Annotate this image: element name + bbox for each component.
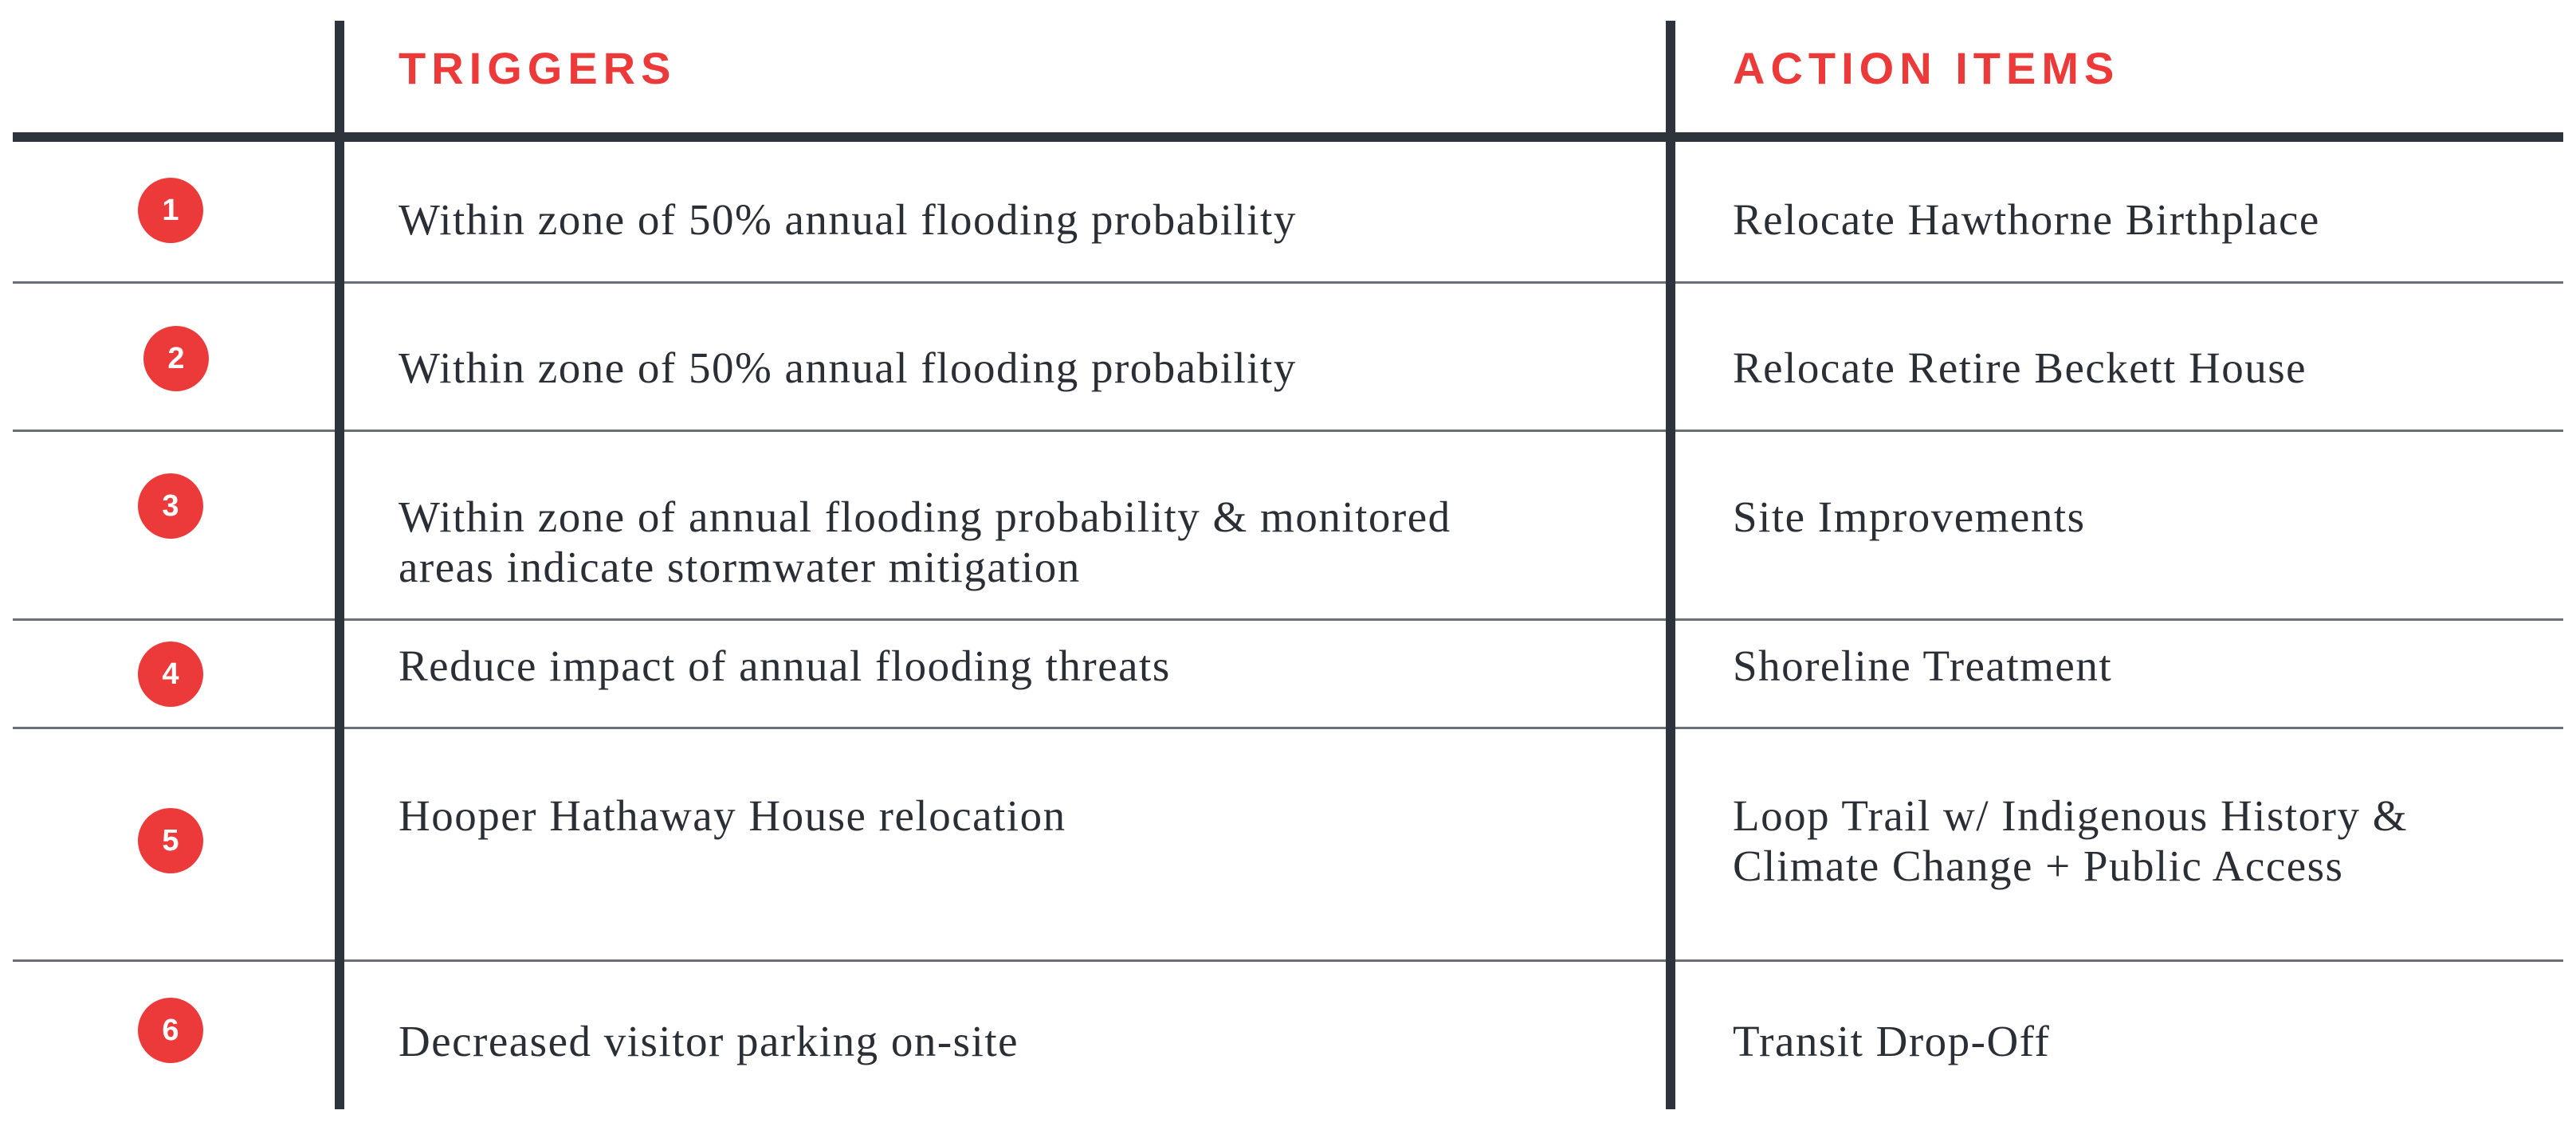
trigger-line: Within zone of 50% annual flooding probability [399, 343, 1297, 392]
action-cell [1733, 791, 2408, 891]
trigger-line: Within zone of annual flooding probability & monitored [399, 492, 1451, 541]
trigger-line: Decreased visitor parking on-site [399, 1017, 1019, 1065]
row-number-badge: 2 [143, 326, 209, 391]
trigger-cell [399, 791, 1066, 841]
row-number-badge: 1 [138, 178, 203, 243]
trigger-line: Within zone of 50% annual flooding probability [399, 195, 1297, 244]
row-divider [13, 281, 2563, 284]
action-line: Climate Change + Public Access [1733, 842, 2344, 890]
triggers-column-header: TRIGGERS [399, 43, 677, 93]
action-line: Shoreline Treatment [1733, 641, 2113, 690]
trigger-line: Reduce impact of annual flooding threats [399, 641, 1171, 690]
action-cell [1733, 194, 2320, 245]
action-items-column-header: ACTION ITEMS [1733, 43, 2120, 93]
action-line: Transit Drop-Off [1733, 1017, 2051, 1065]
row-number-badge: 4 [138, 641, 203, 707]
trigger-cell [399, 492, 1451, 592]
row-number-badge: 6 [138, 998, 203, 1063]
action-line: Site Improvements [1733, 492, 2086, 541]
trigger-line: areas indicate stormwater mitigation [399, 543, 1081, 591]
row-divider [13, 727, 2563, 729]
action-line: Relocate Hawthorne Birthplace [1733, 195, 2320, 244]
header-divider [13, 132, 2563, 142]
row-divider [13, 959, 2563, 962]
row-divider [13, 618, 2563, 621]
row-number-badge: 3 [138, 473, 203, 539]
action-line: Relocate Retire Beckett House [1733, 343, 2307, 392]
action-cell [1733, 1016, 2050, 1066]
column-divider-right [1666, 21, 1675, 1109]
action-cell [1733, 492, 2086, 542]
action-cell [1733, 641, 2112, 691]
trigger-cell [399, 641, 1171, 691]
action-cell [1733, 343, 2307, 393]
trigger-line: Hooper Hathaway House relocation [399, 791, 1066, 840]
trigger-cell [399, 194, 1297, 245]
trigger-cell [399, 1016, 1019, 1066]
trigger-cell [399, 343, 1297, 393]
row-divider [13, 430, 2563, 432]
column-divider-left [335, 21, 344, 1109]
row-number-badge: 5 [138, 808, 203, 873]
action-line: Loop Trail w/ Indigenous History & [1733, 791, 2408, 840]
